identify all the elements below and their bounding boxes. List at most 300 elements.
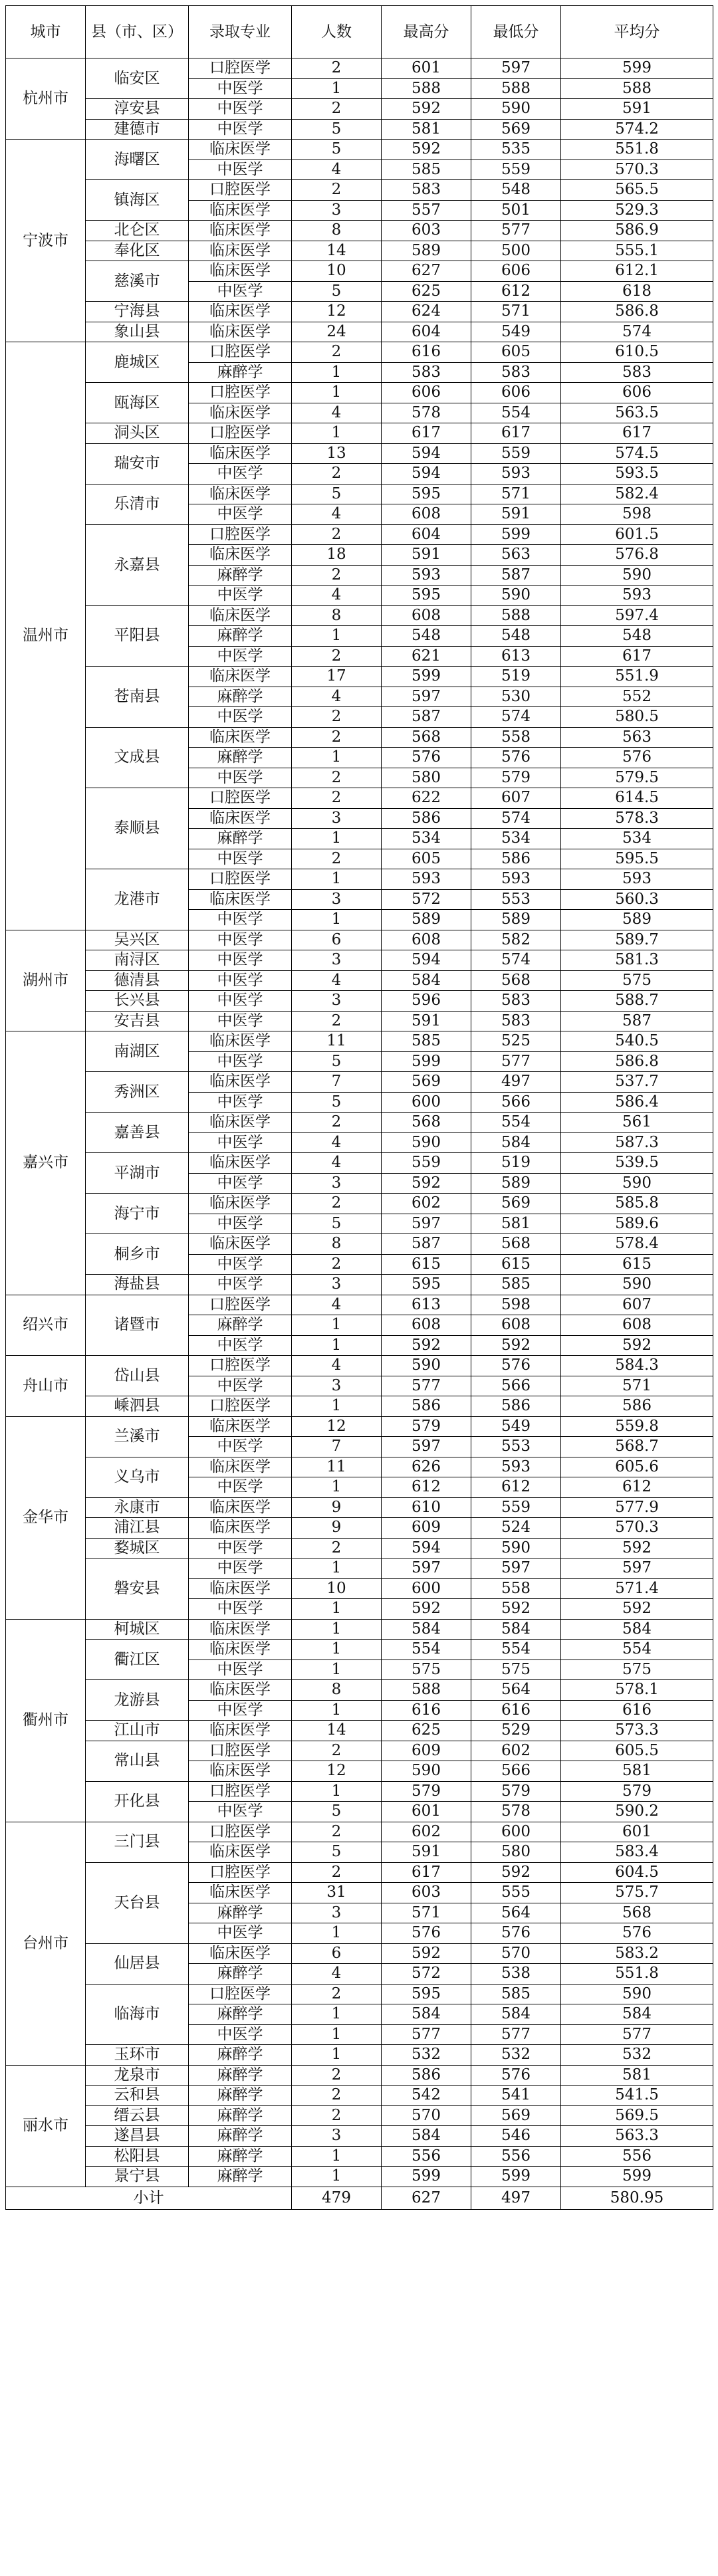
avg-score-cell: 574.2 <box>561 119 713 140</box>
min-score-cell: 558 <box>471 727 561 748</box>
min-score-cell: 583 <box>471 1011 561 1031</box>
table-row <box>6 1457 713 1477</box>
avg-score-cell: 584.3 <box>561 1356 713 1376</box>
table-row <box>6 423 713 444</box>
county-cell: 云和县 <box>86 2086 189 2106</box>
count-cell: 2 <box>292 1254 382 1275</box>
avg-score-cell: 593 <box>561 869 713 890</box>
min-score-cell: 593 <box>471 1457 561 1477</box>
max-score-cell: 568 <box>382 1113 471 1133</box>
total-count: 479 <box>292 2187 382 2209</box>
avg-score-cell: 541.5 <box>561 2086 713 2106</box>
county-cell: 苍南县 <box>86 667 189 728</box>
header-city: 城市 <box>6 6 86 58</box>
min-score-cell: 548 <box>471 180 561 201</box>
avg-score-cell: 559.8 <box>561 1416 713 1437</box>
major-cell: 临床医学 <box>189 605 292 626</box>
min-score-cell: 564 <box>471 1903 561 1923</box>
count-cell: 5 <box>292 1802 382 1822</box>
count-cell: 1 <box>292 78 382 99</box>
major-cell: 麻醉学 <box>189 2146 292 2167</box>
county-cell: 海盐县 <box>86 1275 189 1295</box>
major-cell: 麻醉学 <box>189 2086 292 2106</box>
avg-score-cell: 537.7 <box>561 1072 713 1093</box>
max-score-cell: 595 <box>382 484 471 504</box>
max-score-cell: 602 <box>382 1822 471 1842</box>
min-score-cell: 538 <box>471 1964 561 1985</box>
min-score-cell: 584 <box>471 1132 561 1153</box>
min-score-cell: 612 <box>471 281 561 302</box>
max-score-cell: 587 <box>382 707 471 728</box>
major-cell: 临床医学 <box>189 1234 292 1255</box>
major-cell: 临床医学 <box>189 1113 292 1133</box>
count-cell: 6 <box>292 930 382 950</box>
avg-score-cell: 612 <box>561 1477 713 1498</box>
major-cell: 中医学 <box>189 464 292 484</box>
max-score-cell: 590 <box>382 1356 471 1376</box>
major-cell: 中医学 <box>189 1335 292 1356</box>
table-row <box>6 1396 713 1417</box>
min-score-cell: 571 <box>471 484 561 504</box>
city-cell: 温州市 <box>6 342 86 930</box>
major-cell: 中医学 <box>189 1700 292 1721</box>
header-min-score: 最低分 <box>471 6 561 58</box>
avg-score-cell: 588.7 <box>561 991 713 1012</box>
max-score-cell: 601 <box>382 58 471 79</box>
avg-score-cell: 584 <box>561 2004 713 2025</box>
min-score-cell: 574 <box>471 808 561 829</box>
max-score-cell: 600 <box>382 1092 471 1113</box>
min-score-cell: 519 <box>471 667 561 687</box>
city-cell: 衢州市 <box>6 1619 86 1822</box>
count-cell: 8 <box>292 605 382 626</box>
major-cell: 口腔医学 <box>189 1295 292 1315</box>
avg-score-cell: 563 <box>561 727 713 748</box>
max-score-cell: 586 <box>382 808 471 829</box>
max-score-cell: 594 <box>382 950 471 971</box>
major-cell: 中医学 <box>189 504 292 525</box>
max-score-cell: 579 <box>382 1781 471 1802</box>
min-score-cell: 592 <box>471 1599 561 1620</box>
county-cell: 诸暨市 <box>86 1295 189 1356</box>
table-row <box>6 1558 713 1579</box>
avg-score-cell: 573.3 <box>561 1721 713 1741</box>
county-cell: 海宁市 <box>86 1194 189 1234</box>
max-score-cell: 594 <box>382 464 471 484</box>
county-cell: 磐安县 <box>86 1558 189 1620</box>
avg-score-cell: 534 <box>561 829 713 849</box>
major-cell: 临床医学 <box>189 241 292 261</box>
count-cell: 1 <box>292 626 382 647</box>
city-cell: 金华市 <box>6 1416 86 1619</box>
max-score-cell: 580 <box>382 768 471 788</box>
min-score-cell: 613 <box>471 646 561 667</box>
county-cell: 德清县 <box>86 970 189 991</box>
total-label: 小计 <box>6 2187 292 2209</box>
major-cell: 中医学 <box>189 1214 292 1234</box>
header-count: 人数 <box>292 6 382 58</box>
table-row <box>6 2167 713 2187</box>
avg-score-cell: 606 <box>561 383 713 403</box>
major-cell: 中医学 <box>189 1132 292 1153</box>
avg-score-cell: 552 <box>561 687 713 707</box>
county-cell: 仙居县 <box>86 1943 189 1984</box>
county-cell: 临海市 <box>86 1984 189 2045</box>
max-score-cell: 593 <box>382 565 471 586</box>
major-cell: 中医学 <box>189 1275 292 1295</box>
major-cell: 临床医学 <box>189 545 292 566</box>
max-score-cell: 624 <box>382 302 471 322</box>
avg-score-cell: 577 <box>561 2024 713 2045</box>
city-cell: 宁波市 <box>6 140 86 342</box>
max-score-cell: 571 <box>382 1903 471 1923</box>
max-score-cell: 609 <box>382 1741 471 1761</box>
table-row <box>6 1721 713 1741</box>
city-cell: 嘉兴市 <box>6 1031 86 1295</box>
min-score-cell: 576 <box>471 1923 561 1944</box>
count-cell: 2 <box>292 1984 382 2004</box>
major-cell: 临床医学 <box>189 1153 292 1174</box>
admission-table-container <box>5 5 713 2210</box>
count-cell: 1 <box>292 2024 382 2045</box>
table-row <box>6 1862 713 1883</box>
min-score-cell: 576 <box>471 1356 561 1376</box>
table-row <box>6 1538 713 1558</box>
max-score-cell: 608 <box>382 504 471 525</box>
max-score-cell: 592 <box>382 140 471 160</box>
county-cell: 象山县 <box>86 322 189 342</box>
major-cell: 口腔医学 <box>189 1984 292 2004</box>
major-cell: 临床医学 <box>189 1072 292 1093</box>
major-cell: 临床医学 <box>189 1497 292 1518</box>
table-row <box>6 180 713 201</box>
major-cell: 临床医学 <box>189 1619 292 1640</box>
county-cell: 开化县 <box>86 1781 189 1822</box>
max-score-cell: 596 <box>382 991 471 1012</box>
count-cell: 2 <box>292 180 382 201</box>
max-score-cell: 583 <box>382 180 471 201</box>
avg-score-cell: 586.8 <box>561 302 713 322</box>
max-score-cell: 576 <box>382 748 471 768</box>
table-row <box>6 2105 713 2126</box>
avg-score-cell: 590 <box>561 1173 713 1194</box>
min-score-cell: 580 <box>471 1842 561 1863</box>
table-row <box>6 2126 713 2147</box>
count-cell: 2 <box>292 524 382 545</box>
max-score-cell: 559 <box>382 1153 471 1174</box>
county-cell: 遂昌县 <box>86 2126 189 2147</box>
min-score-cell: 602 <box>471 1741 561 1761</box>
avg-score-cell: 618 <box>561 281 713 302</box>
county-cell: 建德市 <box>86 119 189 140</box>
county-cell: 文成县 <box>86 727 189 788</box>
count-cell: 3 <box>292 991 382 1012</box>
count-cell: 5 <box>292 1092 382 1113</box>
count-cell: 5 <box>292 1214 382 1234</box>
max-score-cell: 626 <box>382 1457 471 1477</box>
count-cell: 1 <box>292 1660 382 1680</box>
count-cell: 12 <box>292 1416 382 1437</box>
table-row <box>6 261 713 282</box>
count-cell: 8 <box>292 221 382 241</box>
max-score-cell: 599 <box>382 667 471 687</box>
min-score-cell: 593 <box>471 869 561 890</box>
header-major: 录取专业 <box>189 6 292 58</box>
total-row <box>6 2187 713 2209</box>
min-score-cell: 532 <box>471 2045 561 2066</box>
min-score-cell: 589 <box>471 910 561 930</box>
count-cell: 1 <box>292 1335 382 1356</box>
county-cell: 瓯海区 <box>86 383 189 423</box>
count-cell: 5 <box>292 1842 382 1863</box>
count-cell: 4 <box>292 1964 382 1985</box>
avg-score-cell: 586.9 <box>561 221 713 241</box>
min-score-cell: 575 <box>471 1660 561 1680</box>
min-score-cell: 554 <box>471 403 561 423</box>
count-cell: 2 <box>292 768 382 788</box>
count-cell: 2 <box>292 464 382 484</box>
total-min-score: 497 <box>471 2187 561 2209</box>
count-cell: 2 <box>292 727 382 748</box>
table-body <box>6 58 713 2187</box>
count-cell: 4 <box>292 687 382 707</box>
major-cell: 临床医学 <box>189 1194 292 1214</box>
county-cell: 宁海县 <box>86 302 189 322</box>
avg-score-cell: 529.3 <box>561 200 713 221</box>
max-score-cell: 600 <box>382 1578 471 1599</box>
min-score-cell: 587 <box>471 565 561 586</box>
max-score-cell: 583 <box>382 362 471 383</box>
avg-score-cell: 583.2 <box>561 1943 713 1964</box>
min-score-cell: 568 <box>471 1234 561 1255</box>
max-score-cell: 608 <box>382 1315 471 1336</box>
avg-score-cell: 561 <box>561 1113 713 1133</box>
max-score-cell: 591 <box>382 1011 471 1031</box>
major-cell: 麻醉学 <box>189 1903 292 1923</box>
count-cell: 1 <box>292 383 382 403</box>
max-score-cell: 616 <box>382 1700 471 1721</box>
major-cell: 麻醉学 <box>189 565 292 586</box>
max-score-cell: 597 <box>382 1214 471 1234</box>
min-score-cell: 534 <box>471 829 561 849</box>
max-score-cell: 587 <box>382 1234 471 1255</box>
total-avg-score: 580.95 <box>561 2187 713 2209</box>
count-cell: 5 <box>292 140 382 160</box>
header-max-score: 最高分 <box>382 6 471 58</box>
table-row <box>6 991 713 1012</box>
min-score-cell: 616 <box>471 1700 561 1721</box>
avg-score-cell: 568.7 <box>561 1437 713 1457</box>
major-cell: 临床医学 <box>189 1761 292 1782</box>
major-cell: 麻醉学 <box>189 362 292 383</box>
major-cell: 口腔医学 <box>189 1822 292 1842</box>
max-score-cell: 617 <box>382 423 471 444</box>
major-cell: 中医学 <box>189 910 292 930</box>
max-score-cell: 592 <box>382 99 471 120</box>
avg-score-cell: 590.2 <box>561 1802 713 1822</box>
avg-score-cell: 607 <box>561 1295 713 1315</box>
min-score-cell: 574 <box>471 950 561 971</box>
max-score-cell: 592 <box>382 1173 471 1194</box>
max-score-cell: 592 <box>382 1335 471 1356</box>
major-cell: 临床医学 <box>189 484 292 504</box>
max-score-cell: 595 <box>382 586 471 606</box>
county-cell: 三门县 <box>86 1822 189 1862</box>
major-cell: 临床医学 <box>189 889 292 910</box>
count-cell: 14 <box>292 241 382 261</box>
major-cell: 临床医学 <box>189 221 292 241</box>
major-cell: 临床医学 <box>189 1578 292 1599</box>
major-cell: 口腔医学 <box>189 58 292 79</box>
avg-score-cell: 570.3 <box>561 160 713 180</box>
count-cell: 11 <box>292 1457 382 1477</box>
max-score-cell: 589 <box>382 241 471 261</box>
max-score-cell: 581 <box>382 119 471 140</box>
table-row <box>6 221 713 241</box>
major-cell: 口腔医学 <box>189 1741 292 1761</box>
major-cell: 口腔医学 <box>189 1781 292 1802</box>
city-cell: 杭州市 <box>6 58 86 140</box>
county-cell: 玉环市 <box>86 2045 189 2066</box>
count-cell: 2 <box>292 2086 382 2106</box>
table-row <box>6 727 713 748</box>
avg-score-cell: 584 <box>561 1619 713 1640</box>
major-cell: 中医学 <box>189 160 292 180</box>
count-cell: 2 <box>292 565 382 586</box>
avg-score-cell: 605.5 <box>561 1741 713 1761</box>
table-row <box>6 322 713 342</box>
table-row <box>6 2086 713 2106</box>
county-cell: 北仑区 <box>86 221 189 241</box>
table-row <box>6 1640 713 1660</box>
count-cell: 3 <box>292 200 382 221</box>
count-cell: 1 <box>292 1923 382 1944</box>
avg-score-cell: 582.4 <box>561 484 713 504</box>
avg-score-cell: 599 <box>561 2167 713 2187</box>
county-cell: 洞头区 <box>86 423 189 444</box>
major-cell: 中医学 <box>189 1558 292 1579</box>
count-cell: 5 <box>292 119 382 140</box>
max-score-cell: 599 <box>382 2167 471 2187</box>
min-score-cell: 535 <box>471 140 561 160</box>
avg-score-cell: 590 <box>561 1984 713 2004</box>
avg-score-cell: 590 <box>561 1275 713 1295</box>
count-cell: 1 <box>292 1558 382 1579</box>
count-cell: 12 <box>292 302 382 322</box>
min-score-cell: 519 <box>471 1153 561 1174</box>
major-cell: 口腔医学 <box>189 423 292 444</box>
major-cell: 中医学 <box>189 646 292 667</box>
county-cell: 临安区 <box>86 58 189 99</box>
county-cell: 乐清市 <box>86 484 189 524</box>
table-row <box>6 119 713 140</box>
avg-score-cell: 589.6 <box>561 1214 713 1234</box>
major-cell: 中医学 <box>189 1437 292 1457</box>
count-cell: 5 <box>292 484 382 504</box>
count-cell: 1 <box>292 1315 382 1336</box>
min-score-cell: 577 <box>471 221 561 241</box>
count-cell: 4 <box>292 504 382 525</box>
min-score-cell: 569 <box>471 119 561 140</box>
max-score-cell: 576 <box>382 1923 471 1944</box>
count-cell: 2 <box>292 99 382 120</box>
max-score-cell: 612 <box>382 1477 471 1498</box>
county-cell: 常山县 <box>86 1741 189 1781</box>
major-cell: 中医学 <box>189 970 292 991</box>
min-score-cell: 599 <box>471 524 561 545</box>
major-cell: 中医学 <box>189 2024 292 2045</box>
major-cell: 麻醉学 <box>189 2065 292 2086</box>
max-score-cell: 615 <box>382 1254 471 1275</box>
count-cell: 2 <box>292 1113 382 1133</box>
major-cell: 中医学 <box>189 281 292 302</box>
max-score-cell: 590 <box>382 1132 471 1153</box>
min-score-cell: 597 <box>471 1558 561 1579</box>
min-score-cell: 549 <box>471 1416 561 1437</box>
count-cell: 1 <box>292 423 382 444</box>
county-cell: 龙泉市 <box>86 2065 189 2086</box>
max-score-cell: 608 <box>382 605 471 626</box>
total-max-score: 627 <box>382 2187 471 2209</box>
avg-score-cell: 540.5 <box>561 1031 713 1052</box>
count-cell: 14 <box>292 1721 382 1741</box>
min-score-cell: 553 <box>471 1437 561 1457</box>
count-cell: 8 <box>292 1680 382 1701</box>
county-cell: 江山市 <box>86 1721 189 1741</box>
major-cell: 中医学 <box>189 991 292 1012</box>
major-cell: 麻醉学 <box>189 1964 292 1985</box>
min-score-cell: 579 <box>471 768 561 788</box>
major-cell: 口腔医学 <box>189 1396 292 1417</box>
max-score-cell: 591 <box>382 1842 471 1863</box>
avg-score-cell: 587 <box>561 1011 713 1031</box>
major-cell: 临床医学 <box>189 1883 292 1903</box>
min-score-cell: 541 <box>471 2086 561 2106</box>
avg-score-cell: 551.8 <box>561 1964 713 1985</box>
min-score-cell: 584 <box>471 2004 561 2025</box>
major-cell: 临床医学 <box>189 1680 292 1701</box>
table-row <box>6 1984 713 2004</box>
min-score-cell: 556 <box>471 2146 561 2167</box>
count-cell: 4 <box>292 403 382 423</box>
max-score-cell: 606 <box>382 383 471 403</box>
avg-score-cell: 597 <box>561 1558 713 1579</box>
major-cell: 口腔医学 <box>189 180 292 201</box>
avg-score-cell: 548 <box>561 626 713 647</box>
major-cell: 临床医学 <box>189 808 292 829</box>
count-cell: 1 <box>292 1700 382 1721</box>
avg-score-cell: 586.4 <box>561 1092 713 1113</box>
avg-score-cell: 601.5 <box>561 524 713 545</box>
city-cell: 湖州市 <box>6 930 86 1031</box>
county-cell: 松阳县 <box>86 2146 189 2167</box>
min-score-cell: 584 <box>471 1619 561 1640</box>
major-cell: 临床医学 <box>189 443 292 464</box>
count-cell: 1 <box>292 1640 382 1660</box>
max-score-cell: 597 <box>382 687 471 707</box>
avg-score-cell: 588 <box>561 78 713 99</box>
table-row <box>6 950 713 971</box>
min-score-cell: 599 <box>471 2167 561 2187</box>
max-score-cell: 577 <box>382 1376 471 1396</box>
max-score-cell: 586 <box>382 2065 471 2086</box>
count-cell: 1 <box>292 910 382 930</box>
count-cell: 1 <box>292 748 382 768</box>
count-cell: 1 <box>292 2004 382 2025</box>
avg-score-cell: 615 <box>561 1254 713 1275</box>
table-row <box>6 2065 713 2086</box>
avg-score-cell: 595.5 <box>561 849 713 869</box>
